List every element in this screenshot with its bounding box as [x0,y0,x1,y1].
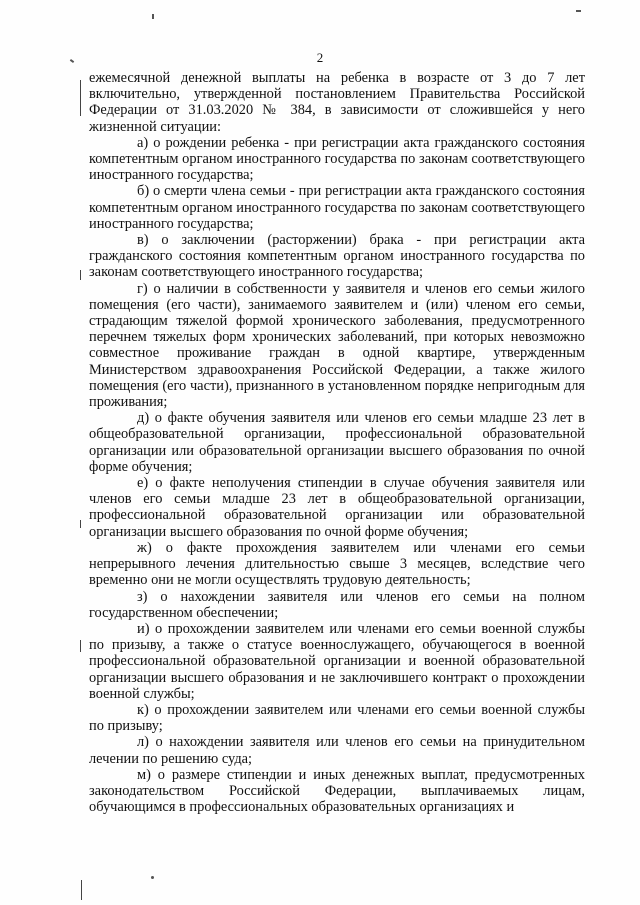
paragraph-k: к) о прохождении заявителем или членами его семьи военной службы по призыву; [89,701,585,735]
scan-edge-mark [80,520,81,528]
scan-edge-mark [81,880,82,900]
paragraph-b: б) о смерти члена семьи - при регистрации акта гражданского состояния компетентным органом иностранного государства по законам соответствующего иностранного государства; [89,183,585,232]
document-body [89,70,585,815]
paragraph-intro: ежемесячной денежной выплаты на ребенка в возрасте от 3 до 7 лет включительно, утвержденной постановлением Правительства Российской Федерации от 31.03.2020 № 384, в зависимости от сложившейся у него жизненной ситуации: [89,70,585,135]
scan-edge-mark [80,640,81,652]
paragraph-z: з) о нахождении заявителя или членов его семьи на полном государственном обеспечении; [89,588,585,621]
paragraph-g: г) о наличии в собственности у заявителя и членов его семьи жилого помещения (его части), занимаемого заявителем и (или) членом его семьи, страдающим тяжелой формой хронического заболевания, предусмотренного перечнем тяжелых форм хронических заболеваний, при которых невозможно совместное проживание граждан в одной квартире, утвержденным Министерством здравоохранения Российской Федерации, а также жилого помещения (его части), признанного в установленном порядке непригодным для проживания; [89,280,585,411]
paragraph-e: е) о факте неполучения стипендии в случае обучения заявителя или членов его семьи младше 23 лет в общеобразовательной организации, профессиональной образовательной организации или образовательной организации высшего образования по очной форме обучения; [89,475,585,540]
scan-speck [151,876,154,879]
scan-edge-mark [80,270,81,280]
scan-speck [576,10,581,12]
paragraph-m: м) о размере стипендии и иных денежных выплат, предусмотренных законодательством Российской Федерации, выплачиваемых лицам, обучающимся в профессиональных образовательных организациях и [89,766,585,816]
paragraph-a: а) о рождении ребенка - при регистрации акта гражданского состояния компетентным органом иностранного государства по законам соответствующего иностранного государства; [89,134,585,184]
paragraph-d: д) о факте обучения заявителя или членов его семьи младше 23 лет в общеобразовательной организации, профессиональной образовательной организации или образовательной организации высшего образования по очной форме обучения; [89,410,585,475]
page-number: 2 [316,50,324,65]
paragraph-i: и) о прохождении заявителем или членами его семьи военной службы по призыву, а также о статусе военнослужащего, обучающегося в военной профессиональной образовательной организации и военной образовательной организации высшего образования и не заключившего контракт о прохождении военной службы; [89,620,585,702]
paragraph-zh: ж) о факте прохождения заявителем или членами его семьи непрерывного лечения длительностью свыше 3 месяцев, вследствие чего временно они не могли осуществлять трудовую деятельность; [89,539,585,589]
scan-edge-mark [80,80,81,116]
paragraph-l: л) о нахождении заявителя или членов его семьи на принудительном лечении по решению суда; [89,734,585,767]
scan-speck [152,14,154,19]
paragraph-v: в) о заключении (расторжении) брака - при регистрации акта гражданского состояния компетентным органом иностранного государства по законам соответствующего иностранного государства; [89,232,585,281]
